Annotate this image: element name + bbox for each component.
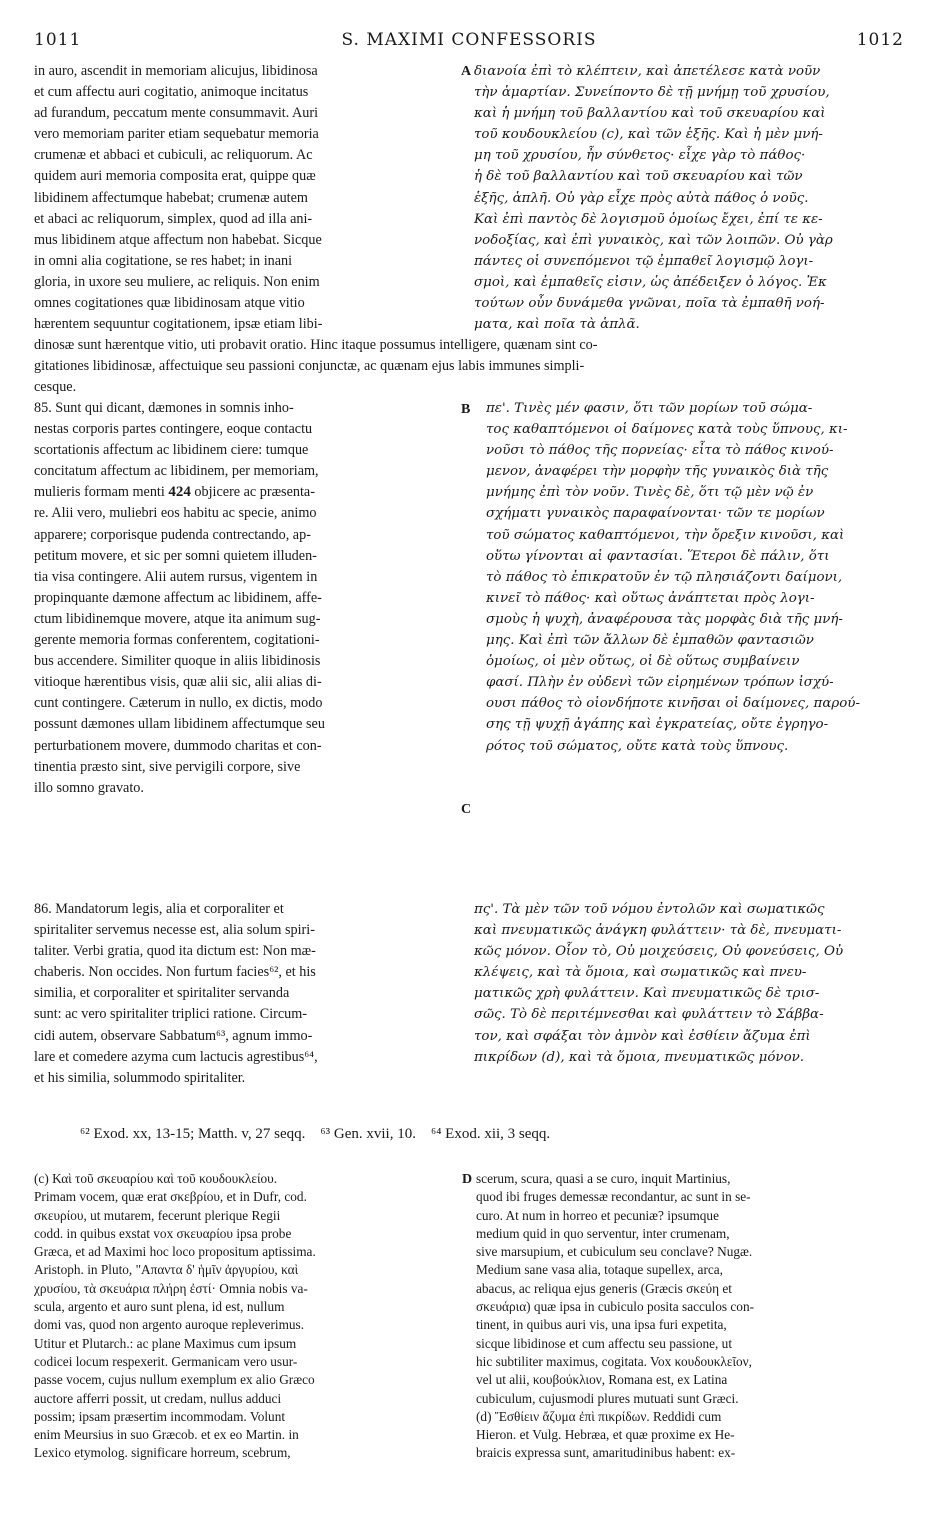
reference-64: ⁶⁴ Exod. xii, 3 seqq. [430, 1126, 551, 1142]
note-left-line: (c) Καὶ τοῦ σκευαρίου καὶ τοῦ κουδουκλείου. [34, 1171, 278, 1186]
latin-top-line: hærentem sequuntur cogitationem, ipsæ etiam libi- [34, 316, 323, 333]
greek-85-line: τοῦ σώματος καθαπτόμενοι, τὴν ὄρεξιν κινοῦσι, καὶ [486, 527, 845, 543]
note-right-line: Hieron. et Vulg. Hebræa, et quæ proxime ex He- [476, 1427, 735, 1443]
latin-85-line: perturbationem movere, dummodo charitas et con- [34, 737, 322, 754]
latin-85-line: 85. Sunt qui dicant, dæmones in somnis inho- [34, 400, 294, 416]
latin-85-line: possunt dæmones ullam libidinem affectumque seu [34, 716, 325, 733]
latin-86-line: similia, et corporaliter et spiritaliter servanda [34, 985, 290, 1002]
note-right-line: sicque libidinose et cum affectu seu passione, ut [476, 1335, 733, 1351]
latin-section-86 [34, 899, 459, 1089]
greek-top-line: ματα, καὶ ποῖα τὰ ἁπλᾶ. [474, 317, 640, 333]
latin-85-line: vitioque hærentibus visis, quæ alii sic, alii alias di- [34, 674, 322, 691]
greek-column-top [474, 61, 904, 335]
note-right-line: Medium sane vasa alia, totaque supellex, arca, [476, 1262, 724, 1278]
greek-86-line: ματικῶς χρὴ φυλάττειν. Καὶ πνευματικῶς δὲ τρισ- [474, 986, 820, 1002]
latin-85-line: concitatum affectum ac libidinem, per memoriam, [34, 463, 319, 480]
margin-marker-c: C [461, 802, 472, 817]
note-right-line: quod ibi fruges demessæ recondantur, ac sunt in se- [476, 1189, 751, 1205]
latin-86-line: et his similia, solummodo spiritaliter. [34, 1069, 246, 1086]
latin-85-line: tinentia præsto sint, sive pervigili corpore, sive [34, 758, 301, 775]
note-right-line: braicis expressa sunt, amaritudinibus habent: ex- [476, 1445, 736, 1461]
greek-85-line: μνήμης ἐπὶ τὸν νοῦν. Τινὲς δὲ, ὅτι τῷ μὲν νῷ ἐν [486, 485, 814, 501]
greek-85-line: φασί. Πλὴν ἐν οὐδενὶ τῶν εἰρημένων τρόπων ἰσχύ- [486, 675, 834, 691]
greek-86-line: καὶ πνευματικῶς ἀνάγκη φυλάττειν· τὰ δὲ, πνευματι- [474, 923, 842, 939]
note-left-line: possim; ipsam præsertim incommodam. Volunt [34, 1408, 286, 1424]
latin-top-line: mus libidinem atque affectum non habebat. Sicque [34, 231, 322, 248]
latin-86-line: taliter. Verbi gratia, quod ita dictum est: Non mæ- [34, 943, 316, 960]
note-left-line: Græca, et ad Maximi hoc loco propositum aptissima. [34, 1244, 316, 1260]
latin-86-line: chaberis. Non occides. Non furtum facies⁶², et his [34, 964, 316, 981]
note-right-line: abacus, ac reliqua ejus generis (Græcis σκεύη et [476, 1280, 732, 1296]
greek-top-line: πάντες οἱ συνεπόμενοι τῷ ἐμπαθεῖ λογισμῷ λογι- [474, 253, 814, 269]
note-right-line: curo. At num in horreo et pecuniæ? ipsumque [476, 1207, 719, 1223]
note-right-line: tinent, in quibus auri vis, una ipsa furi expetita, [476, 1317, 727, 1333]
note-left-line: Primam vocem, quæ erat σκεβρίου, et in Dufr, cod. [34, 1189, 307, 1205]
latin-top-line: crumenæ et abbaci et cubiculi, ac reliquorum. Ac [34, 147, 313, 164]
greek-top-line: σμοὶ, καὶ ἐμπαθεῖς εἰσιν, ὡς ἀπέδειξεν ὁ λόγος. Ἐκ [474, 274, 827, 290]
greek-85-line: μενον, ἀναφέρει τὴν μορφὴν τῆς γυναικὸς διὰ τῆς [486, 464, 829, 480]
latin-85-fragment: mulieris formam menti [34, 484, 165, 501]
latin-top-line: et cum affectu auri cogitatio, animoque incitatus [34, 84, 309, 101]
latin-top-line: in omni alia cogitatione, se res habet; in inani [34, 252, 293, 269]
greek-85-line: μης. Καὶ ἐπὶ τῶν ἄλλων δὲ ἐμπαθῶν φαντασιῶν [486, 633, 814, 649]
note-left-line: passe vocem, cujus nullum exemplum ex alio Græco [34, 1372, 315, 1388]
latin-85-line: scortationis affectum ac libidinem ciere: tumque [34, 442, 309, 459]
note-right-line: sive marsupium, et cubiculum seu conclave? Nugæ. [476, 1244, 753, 1260]
greek-section-86 [474, 899, 904, 1068]
latin-85-line: propinquante dæmone affectum ac libidinem, affe- [34, 589, 322, 606]
note-right-line: cubiculum, cujusmodi plures mutuati sunt Græci. [476, 1390, 739, 1406]
note-right-line: scerum, scura, quasi a se curo, inquit Martinius, [476, 1171, 731, 1186]
greek-85-line: οὕτω γίνονται αἱ φαντασίαι. Ἕτεροι δὲ πάλιν, ὅτι [486, 548, 830, 564]
latin-full-line: dinosæ sunt hærentque vitio, uti probavit oratio. Hinc itaque possumus intelligere, quænam sint co- [34, 337, 598, 353]
margin-marker-d: D [462, 1172, 473, 1187]
latin-86-line: spiritaliter servemus necesse est, alia solum spiri- [34, 922, 315, 939]
greek-85-line: ουσι πάθος τὸ οἱονδήποτε κινῆσαι οἱ δαίμονες, παρού- [486, 696, 860, 712]
latin-top-line: gloria, in uxore seu muliere, ac reliquis. Non enim [34, 273, 320, 290]
latin-86-line: cidi autem, observare Sabbatum⁶³, agnum immo- [34, 1027, 313, 1044]
note-left-line: domi vas, quod non argento auroque repleverimus. [34, 1317, 305, 1333]
greek-top-line: Καὶ ἐπὶ παντὸς δὲ λογισμοῦ ὁμοίως ἔχει, ἐπί τε κε- [474, 211, 823, 227]
note-right-line: vel ut alii, κουβούκλιον, Romana est, ex Latina [476, 1372, 728, 1388]
running-title: S. MAXIMI CONFESSORIS [341, 30, 597, 50]
greek-85-line: ὁμοίως, οἱ μὲν οὕτως, οἱ δὲ οὕτως συμβαίνειν [486, 654, 800, 670]
latin-full-line: cesque. [34, 379, 77, 396]
note-right-line: hic subtiliter maximus, cogitata. Vox κουδουκλεῖον, [476, 1353, 753, 1369]
reference-62: ⁶² Exod. xx, 13-15; Matth. v, 27 seqq. [80, 1126, 306, 1142]
scripture-references [80, 1126, 900, 1143]
latin-85-line: tia visa contingere. Alii autem rursus, vigentem in [34, 568, 318, 585]
note-left-line: scula, argento et auro sunt plena, id est, nullum [34, 1299, 285, 1315]
greek-86-line: κλέψεις, καὶ τὰ ὅμοια, καὶ σωματικῶς καὶ πνευ- [474, 965, 807, 981]
greek-85-line: ρότος τοῦ σώματος, οὔτε κατὰ τοὺς ὕπνους. [486, 738, 789, 754]
margin-marker-a: A [461, 64, 472, 79]
reference-63: ⁶³ Gen. xvii, 10. [320, 1126, 416, 1142]
greek-85-line: σχήματι γυναικὸς παραφαίνονται· τῶν τε μορίων [486, 506, 825, 522]
latin-85-fragment: objicere ac præsenta- [194, 484, 315, 501]
note-right-line: (d) Ἔσθίειν ἄζυμα ἐπὶ πικρίδων. Reddidi cum [476, 1408, 722, 1424]
greek-85-line: κινεῖ τὸ πάθος· καὶ οὕτως ἀνάπτεται πρὸς λογι- [486, 590, 815, 606]
latin-85-line [34, 482, 459, 503]
latin-section-85 [34, 398, 459, 799]
greek-85-line: τὸ πάθος τὸ ἐπικρατοῦν ἐν τῷ πλησιάζοντι δαίμονι, [486, 569, 843, 585]
greek-section-85 [486, 398, 904, 757]
margin-marker-b: B [461, 402, 471, 417]
footnotes-right [476, 1170, 904, 1463]
greek-85-line: σης τῇ ψυχῇ ἀγάπης καὶ ἐγκρατείας, οὔτε ἐγρηγο- [486, 717, 829, 733]
latin-top-line: quidem auri memoria composita erat, quippe quæ [34, 168, 316, 185]
note-left-line: χρυσίου, τὰ σκευάρια πλήρη ἐστί· Omnia nobis va- [34, 1280, 308, 1296]
latin-85-line: re. Alii vero, muliebri eos habitu ac specie, animo [34, 505, 317, 522]
latin-86-line: 86. Mandatorum legis, alia et corporaliter et [34, 901, 284, 917]
latin-85-line: petitum movere, et sic per somni quietem illuden- [34, 547, 317, 564]
greek-top-line: νοδοξίας, καὶ ἐπὶ γυναικὸς, καὶ τῶν λοιπῶν. Οὐ γὰρ [474, 232, 833, 248]
greek-top-line: ἡ δὲ τοῦ βαλλαντίου καὶ τοῦ σκευαρίου καὶ τῶν [474, 169, 803, 185]
latin-top-line: ad furandum, peccatum mente consummavit. Auri [34, 105, 319, 122]
greek-85-line: σμοὺς ἡ ψυχὴ, ἀναφέρουσα τὰς μορφὰς διὰ τῆς μνή- [486, 611, 843, 627]
greek-85-line: πε'. Τινὲς μέν φασιν, ὅτι τῶν μορίων τοῦ σώμα- [486, 401, 813, 416]
note-left-line: codicei locum respexerit. Germanicam vero usur- [34, 1353, 298, 1369]
greek-86-line: τον, καὶ σφάξαι τὸν ἀμνὸν καὶ ἐσθίειν ἄζυμα ἐπὶ [474, 1028, 811, 1044]
greek-86-line: πικρίδων (d), καὶ τὰ ὅμοια, πνευματικῶς μόνον. [474, 1049, 805, 1065]
page-number-right: 1012 [856, 30, 904, 50]
greek-top-line: τὴν ἁμαρτίαν. Συνείποντο δὲ τῇ μνήμῃ τοῦ χρυσίου, [474, 85, 830, 101]
note-left-line: Lexico etymolog. significare horreum, scebrum, [34, 1445, 291, 1461]
latin-85-line: apparere; corporisque pudenda contrectando, ap- [34, 526, 311, 543]
note-left-line: σκευρίου, ut mutarem, fecerunt plerique Regii [34, 1207, 281, 1223]
greek-top-line: μη τοῦ χρυσίου, ἦν σύνθετος· εἶχε γὰρ τὸ πάθος· [474, 148, 806, 164]
latin-85-line: cunt contingere. Cæterum in nullo, ex dictis, modo [34, 695, 323, 712]
page-number-left: 1011 [34, 30, 82, 50]
note-right-line: medium quid in quo serventur, inter crumenam, [476, 1225, 730, 1241]
note-left-line: auctore afferri possit, ut credam, nullus adduci [34, 1390, 282, 1406]
latin-top-line: vero memoriam pariter etiam sequebatur memoria [34, 126, 319, 143]
note-left-line: enim Meursius in suo Græcob. et ex eo Martin. in [34, 1427, 299, 1443]
greek-top-line: τοῦ κουδουκλείου (c), καὶ τῶν ἑξῆς. Καὶ ἡ μὲν μνή- [474, 127, 823, 143]
note-left-line: codd. in quibus exstat vox σκευαρίου ipsa probe [34, 1225, 292, 1241]
latin-top-line: libidinem affectumque habebat; crumenæ autem [34, 189, 308, 206]
greek-top-line: καὶ ἡ μνήμη τοῦ βαλλαντίου καὶ τοῦ σκευαρίου καὶ [474, 106, 826, 122]
greek-86-line: σῶς. Τὸ δὲ περιτέμνεσθαι καὶ φυλάττειν τὸ Σάββα- [474, 1007, 824, 1023]
latin-85-line: bus accendere. Similiter quoque in aliis libidinosis [34, 653, 321, 670]
latin-85-line: ctum libidinemque movere, atque ita animum sug- [34, 610, 321, 627]
greek-86-line: πς'. Τὰ μὲν τῶν τοῦ νόμου ἐντολῶν καὶ σωματικῶς [474, 902, 825, 917]
footnotes-left [34, 1170, 459, 1463]
latin-85-line: gerente memoria formas conferentem, cogitationi- [34, 632, 320, 649]
greek-86-line: κῶς μόνον. Οἷον τὸ, Οὐ μοιχεύσεις, Οὐ φονεύσεις, Οὐ [474, 944, 844, 960]
greek-top-line: ἑξῆς, ἁπλῆ. Οὐ γὰρ εἶχε πρὸς αὐτὰ πάθος ὁ νοῦς. [474, 190, 809, 206]
inline-page-number: 424 [168, 484, 191, 501]
latin-86-line: sunt: ac vero spiritaliter triplici ratione. Circum- [34, 1006, 308, 1023]
latin-85-line: nestas corporis partes contingere, eoque contactu [34, 421, 313, 438]
latin-column-top [34, 61, 459, 335]
latin-full-line: gitationes libidinosæ, affectuique seu passioni conjunctæ, ac quænam ejus labis immunes simpli- [34, 358, 585, 375]
note-left-line: Aristoph. in Pluto, "Απαντα δ' ἡμῖν ἀργυρίου, καὶ [34, 1262, 299, 1278]
greek-85-line: τος καθαπτόμενοι οἱ δαίμονες κατὰ τοὺς ὕπνους, κι- [486, 422, 848, 438]
latin-85-line: illo somno gravato. [34, 779, 144, 796]
page-header [34, 30, 904, 56]
latin-86-line: lare et comedere azyma cum lactucis agrestibus⁶⁴, [34, 1048, 318, 1065]
note-left-line: Utitur et Plutarch.: ac plane Maximus cum ipsum [34, 1335, 297, 1351]
greek-top-line: διανοία ἐπὶ τὸ κλέπτειν, καὶ ἀπετέλεσε κατὰ νοῦν [474, 64, 821, 79]
greek-85-line: νοῦσι τὸ πάθος τῆς πορνείας· εἶτα τὸ πάθος κινού- [486, 443, 834, 459]
note-right-line: σκευάρια) quæ ipsa in cubiculo posita sacculos con- [476, 1299, 755, 1315]
latin-top-line: in auro, ascendit in memoriam alicujus, libidinosa [34, 63, 318, 79]
latin-full-width-continuation [34, 335, 904, 398]
latin-top-line: et abaci ac reliquorum, simplex, quod ad illa ani- [34, 210, 313, 227]
greek-top-line: τούτων οὖν δυνάμεθα γνῶναι, ποῖα τὰ ἐμπαθῆ νοή- [474, 296, 825, 312]
latin-top-line: omnes cogitationes quæ libidinosam atque vitio [34, 295, 305, 312]
